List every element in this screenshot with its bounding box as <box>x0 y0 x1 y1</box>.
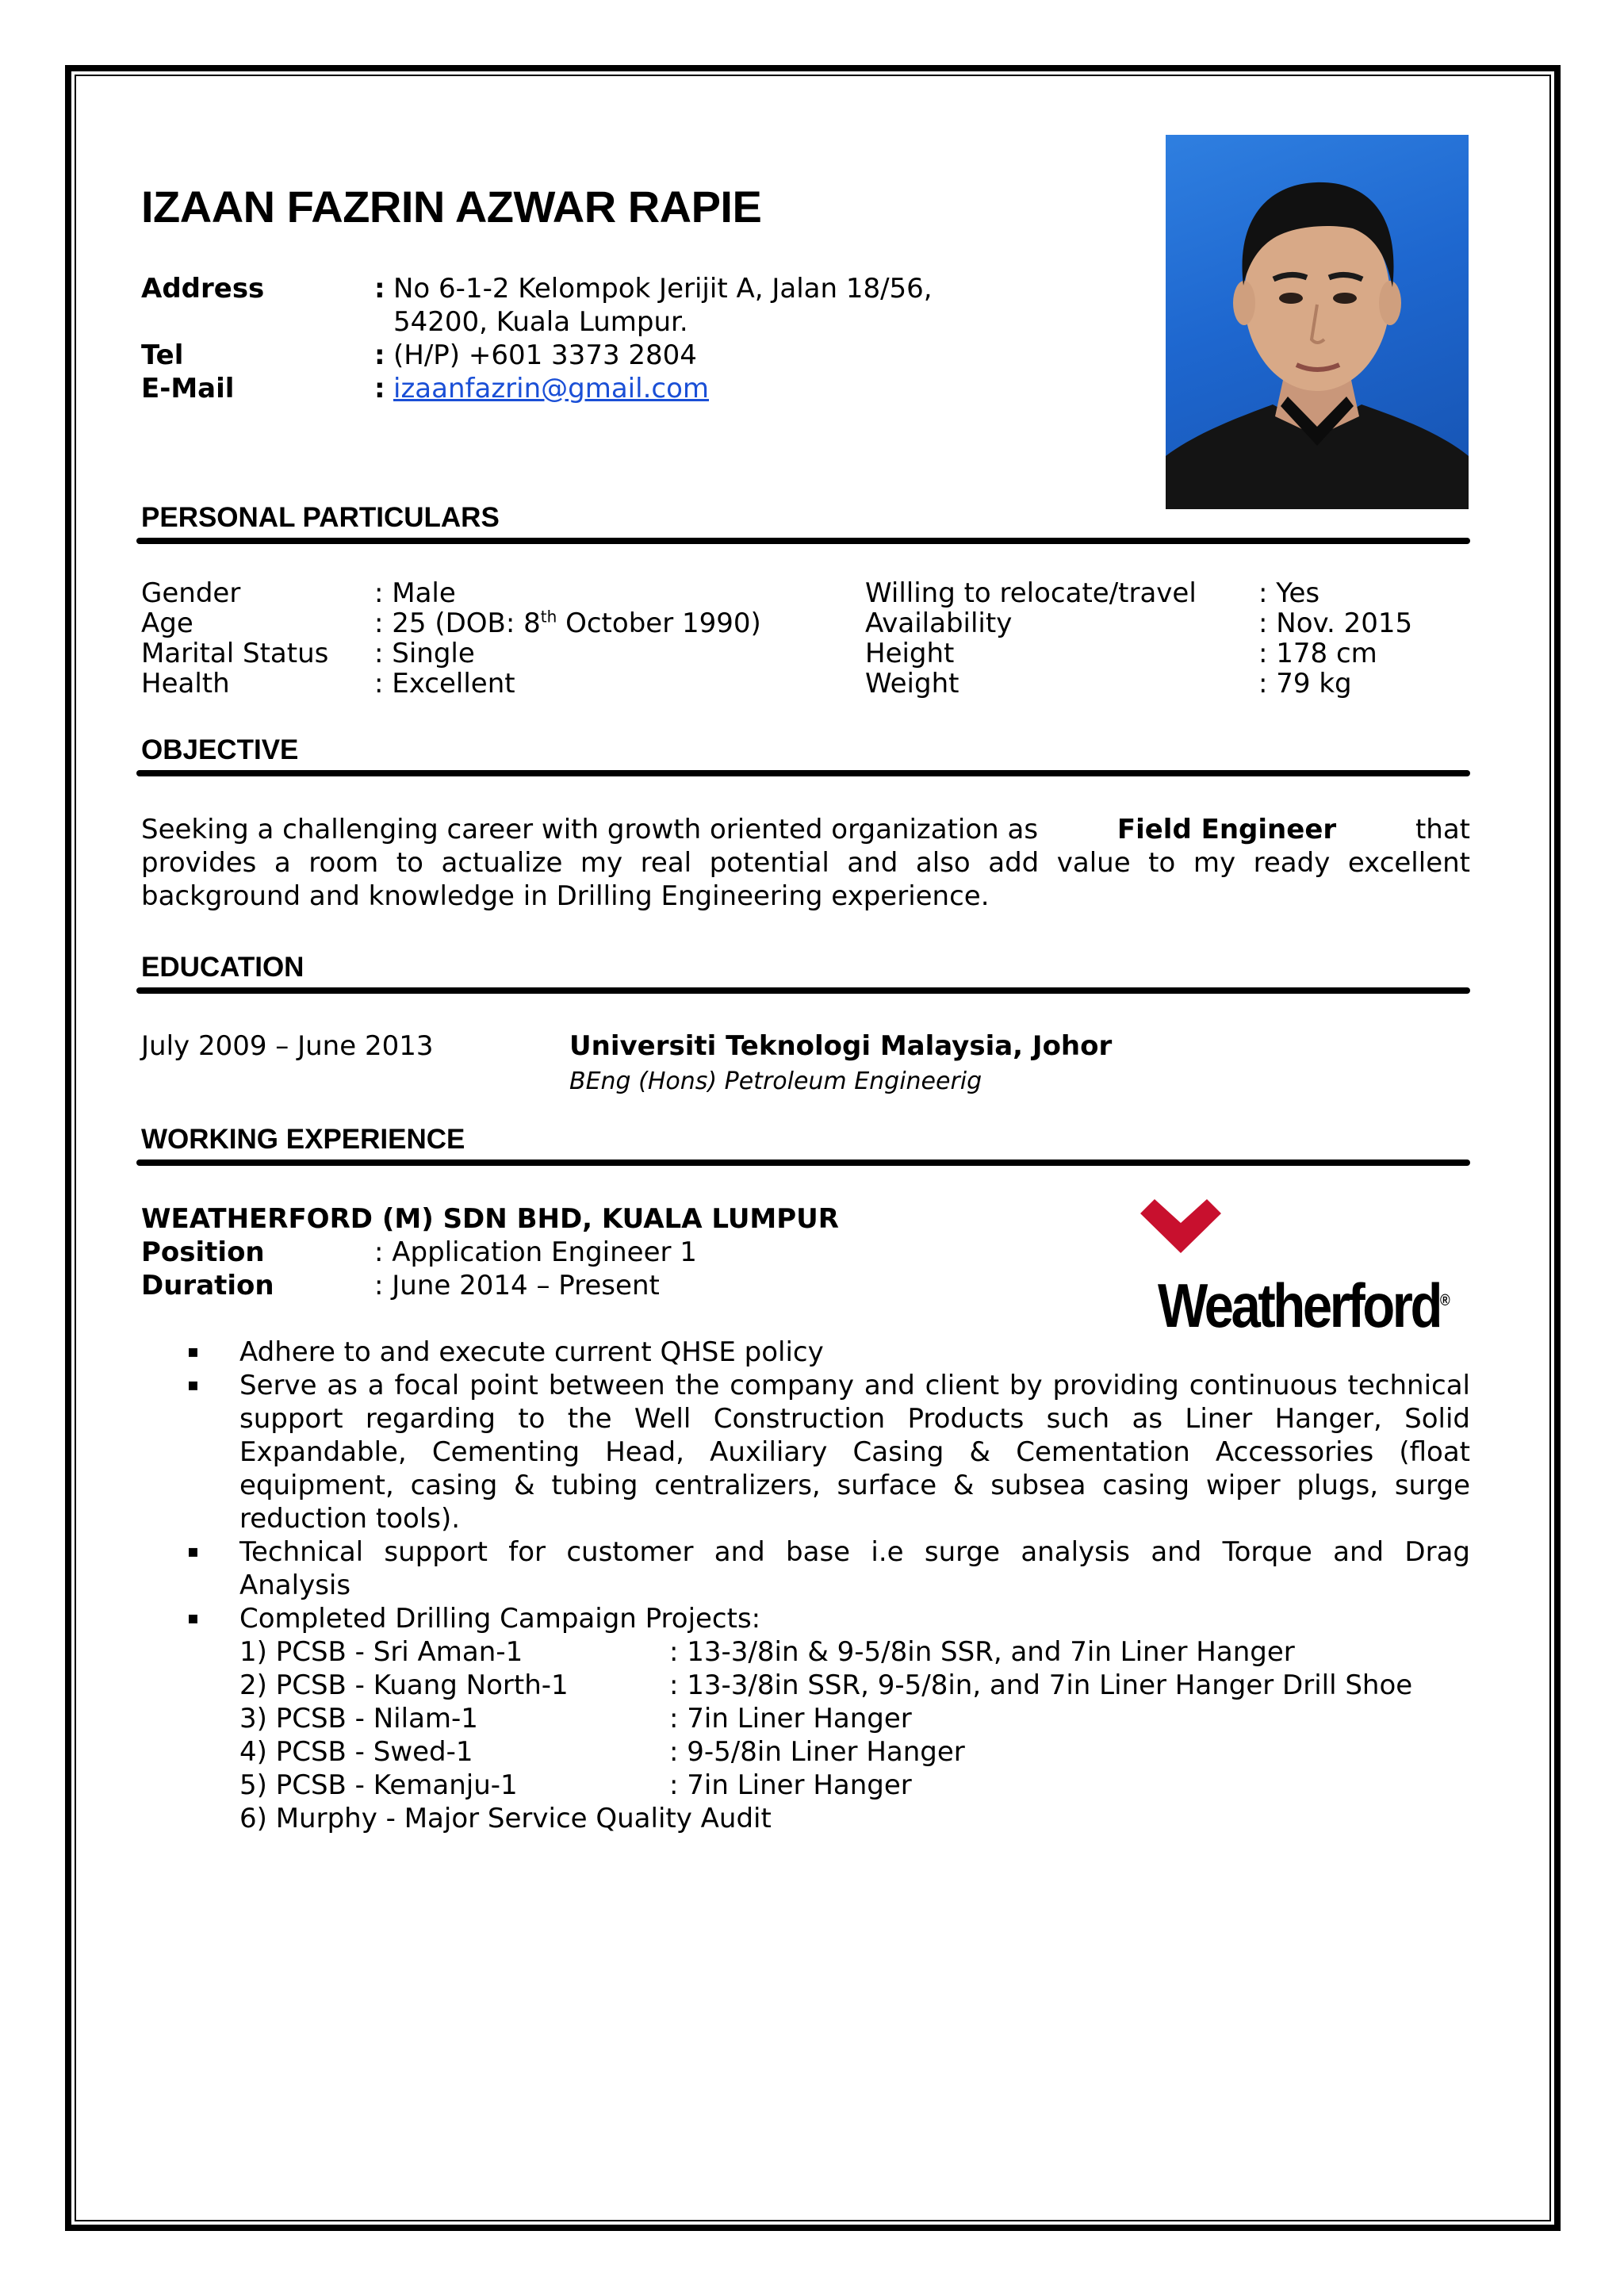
address-line-2: 54200, Kuala Lumpur. <box>393 306 688 338</box>
bullet-marker-4: ▪ <box>187 1608 199 1628</box>
education-degree: BEng (Hons) Petroleum Engineerig <box>569 1068 982 1095</box>
section-title-education: EDUCATION <box>141 952 304 983</box>
project-6-name: 6) Murphy - Major Service Quality Audit <box>239 1803 772 1834</box>
project-1-detail: : 13-3/8in & 9-5/8in SSR, and 7in Liner Hanger <box>669 1636 1295 1668</box>
project-5-name: 5) PCSB - Kemanju-1 <box>239 1769 518 1801</box>
project-4-detail: : 9-5/8in Liner Hanger <box>669 1736 965 1768</box>
objective-line-2: provides a room to actualize my real potential and also add value to my ready excellent <box>141 847 1470 879</box>
objective-line-3: background and knowledge in Drilling Engineering experience. <box>141 880 990 912</box>
project-5-detail: : 7in Liner Hanger <box>669 1769 912 1801</box>
personal-availability-value: : Nov. 2015 <box>1258 608 1413 639</box>
project-4-name: 4) PCSB - Swed-1 <box>239 1736 473 1768</box>
personal-health-label: Health <box>141 668 230 700</box>
section-title-personal: PERSONAL PARTICULARS <box>141 502 500 533</box>
objective-line-1: Seeking a challenging career with growth oriented organization as Field Engineer that <box>141 814 1470 845</box>
email-colon: : <box>374 373 385 404</box>
project-2-name: 2) PCSB - Kuang North-1 <box>239 1669 569 1701</box>
section-rule-personal <box>136 538 1470 544</box>
section-title-experience: WORKING EXPERIENCE <box>141 1124 465 1155</box>
section-rule-education <box>136 987 1470 994</box>
personal-weight-label: Weight <box>865 668 959 700</box>
project-3-name: 3) PCSB - Nilam-1 <box>239 1703 478 1734</box>
address-label: Address <box>141 273 265 305</box>
personal-height-value: : 178 cm <box>1258 638 1377 669</box>
experience-duration-value: : June 2014 – Present <box>374 1270 660 1301</box>
bullet-marker-2: ▪ <box>187 1375 199 1395</box>
bullet-4-text: Completed Drilling Campaign Projects: <box>239 1603 761 1635</box>
address-line-1: No 6-1-2 Kelompok Jerijit A, Jalan 18/56, <box>393 273 933 305</box>
bullet-2-line-2: support regarding to the Well Construction Products such as Liner Hanger, Solid <box>239 1403 1470 1435</box>
bullet-1-text: Adhere to and execute current QHSE policy <box>239 1336 824 1368</box>
personal-marital-label: Marital Status <box>141 638 329 669</box>
tel-label: Tel <box>141 339 184 371</box>
bullet-marker-3: ▪ <box>187 1542 199 1562</box>
weatherford-logo-mark-icon <box>1140 1199 1221 1253</box>
education-school: Universiti Teknologi Malaysia, Johor <box>569 1030 1113 1062</box>
personal-marital-value: : Single <box>374 638 475 669</box>
experience-position-label: Position <box>141 1236 265 1268</box>
project-3-detail: : 7in Liner Hanger <box>669 1703 912 1734</box>
email-label: E-Mail <box>141 373 235 404</box>
bullet-3-line-2: Analysis <box>239 1570 351 1601</box>
personal-gender-value: : Male <box>374 577 456 609</box>
email-link[interactable]: izaanfazrin@gmail.com <box>393 373 709 404</box>
bullet-2-line-5: reduction tools). <box>239 1503 461 1535</box>
section-title-objective: OBJECTIVE <box>141 734 299 765</box>
personal-weight-value: : 79 kg <box>1258 668 1352 700</box>
experience-company: WEATHERFORD (M) SDN BHD, KUALA LUMPUR <box>141 1203 839 1235</box>
project-2-detail: : 13-3/8in SSR, 9-5/8in, and 7in Liner Hanger Drill Shoe <box>669 1669 1413 1701</box>
weatherford-logo-text: Weatherford® <box>1158 1271 1450 1340</box>
experience-position-value: : Application Engineer 1 <box>374 1236 697 1268</box>
education-period: July 2009 – June 2013 <box>141 1030 434 1062</box>
candidate-name: IZAAN FAZRIN AZWAR RAPIE <box>141 182 762 232</box>
personal-gender-label: Gender <box>141 577 241 609</box>
bullet-marker-1: ▪ <box>187 1342 199 1362</box>
bullet-3-line-1: Technical support for customer and base i.e surge analysis and Torque and Drag <box>239 1536 1470 1568</box>
personal-relocate-label: Willing to relocate/travel <box>865 577 1197 609</box>
bullet-2-line-1: Serve as a focal point between the company and client by providing continuous technical <box>239 1370 1470 1401</box>
experience-duration-label: Duration <box>141 1270 274 1301</box>
personal-age-value: : 25 (DOB: 8th October 1990) <box>374 607 761 639</box>
personal-availability-label: Availability <box>865 608 1013 639</box>
personal-height-label: Height <box>865 638 955 669</box>
personal-health-value: : Excellent <box>374 668 515 700</box>
section-rule-experience <box>136 1159 1470 1166</box>
section-rule-objective <box>136 770 1470 776</box>
personal-age-label: Age <box>141 608 193 639</box>
personal-relocate-value: : Yes <box>1258 577 1320 609</box>
bullet-2-line-4: equipment, casing & tubing centralizers, surface & subsea casing wiper plugs, surge <box>239 1470 1470 1501</box>
project-1-name: 1) PCSB - Sri Aman-1 <box>239 1636 523 1668</box>
tel-value: (H/P) +601 3373 2804 <box>393 339 697 371</box>
portrait-image <box>1166 135 1469 509</box>
address-colon: : <box>374 273 385 305</box>
profile-photo <box>1166 135 1469 509</box>
tel-colon: : <box>374 339 385 371</box>
bullet-2-line-3: Expandable, Cementing Head, Auxiliary Casing & Cementation Accessories (float <box>239 1436 1470 1468</box>
